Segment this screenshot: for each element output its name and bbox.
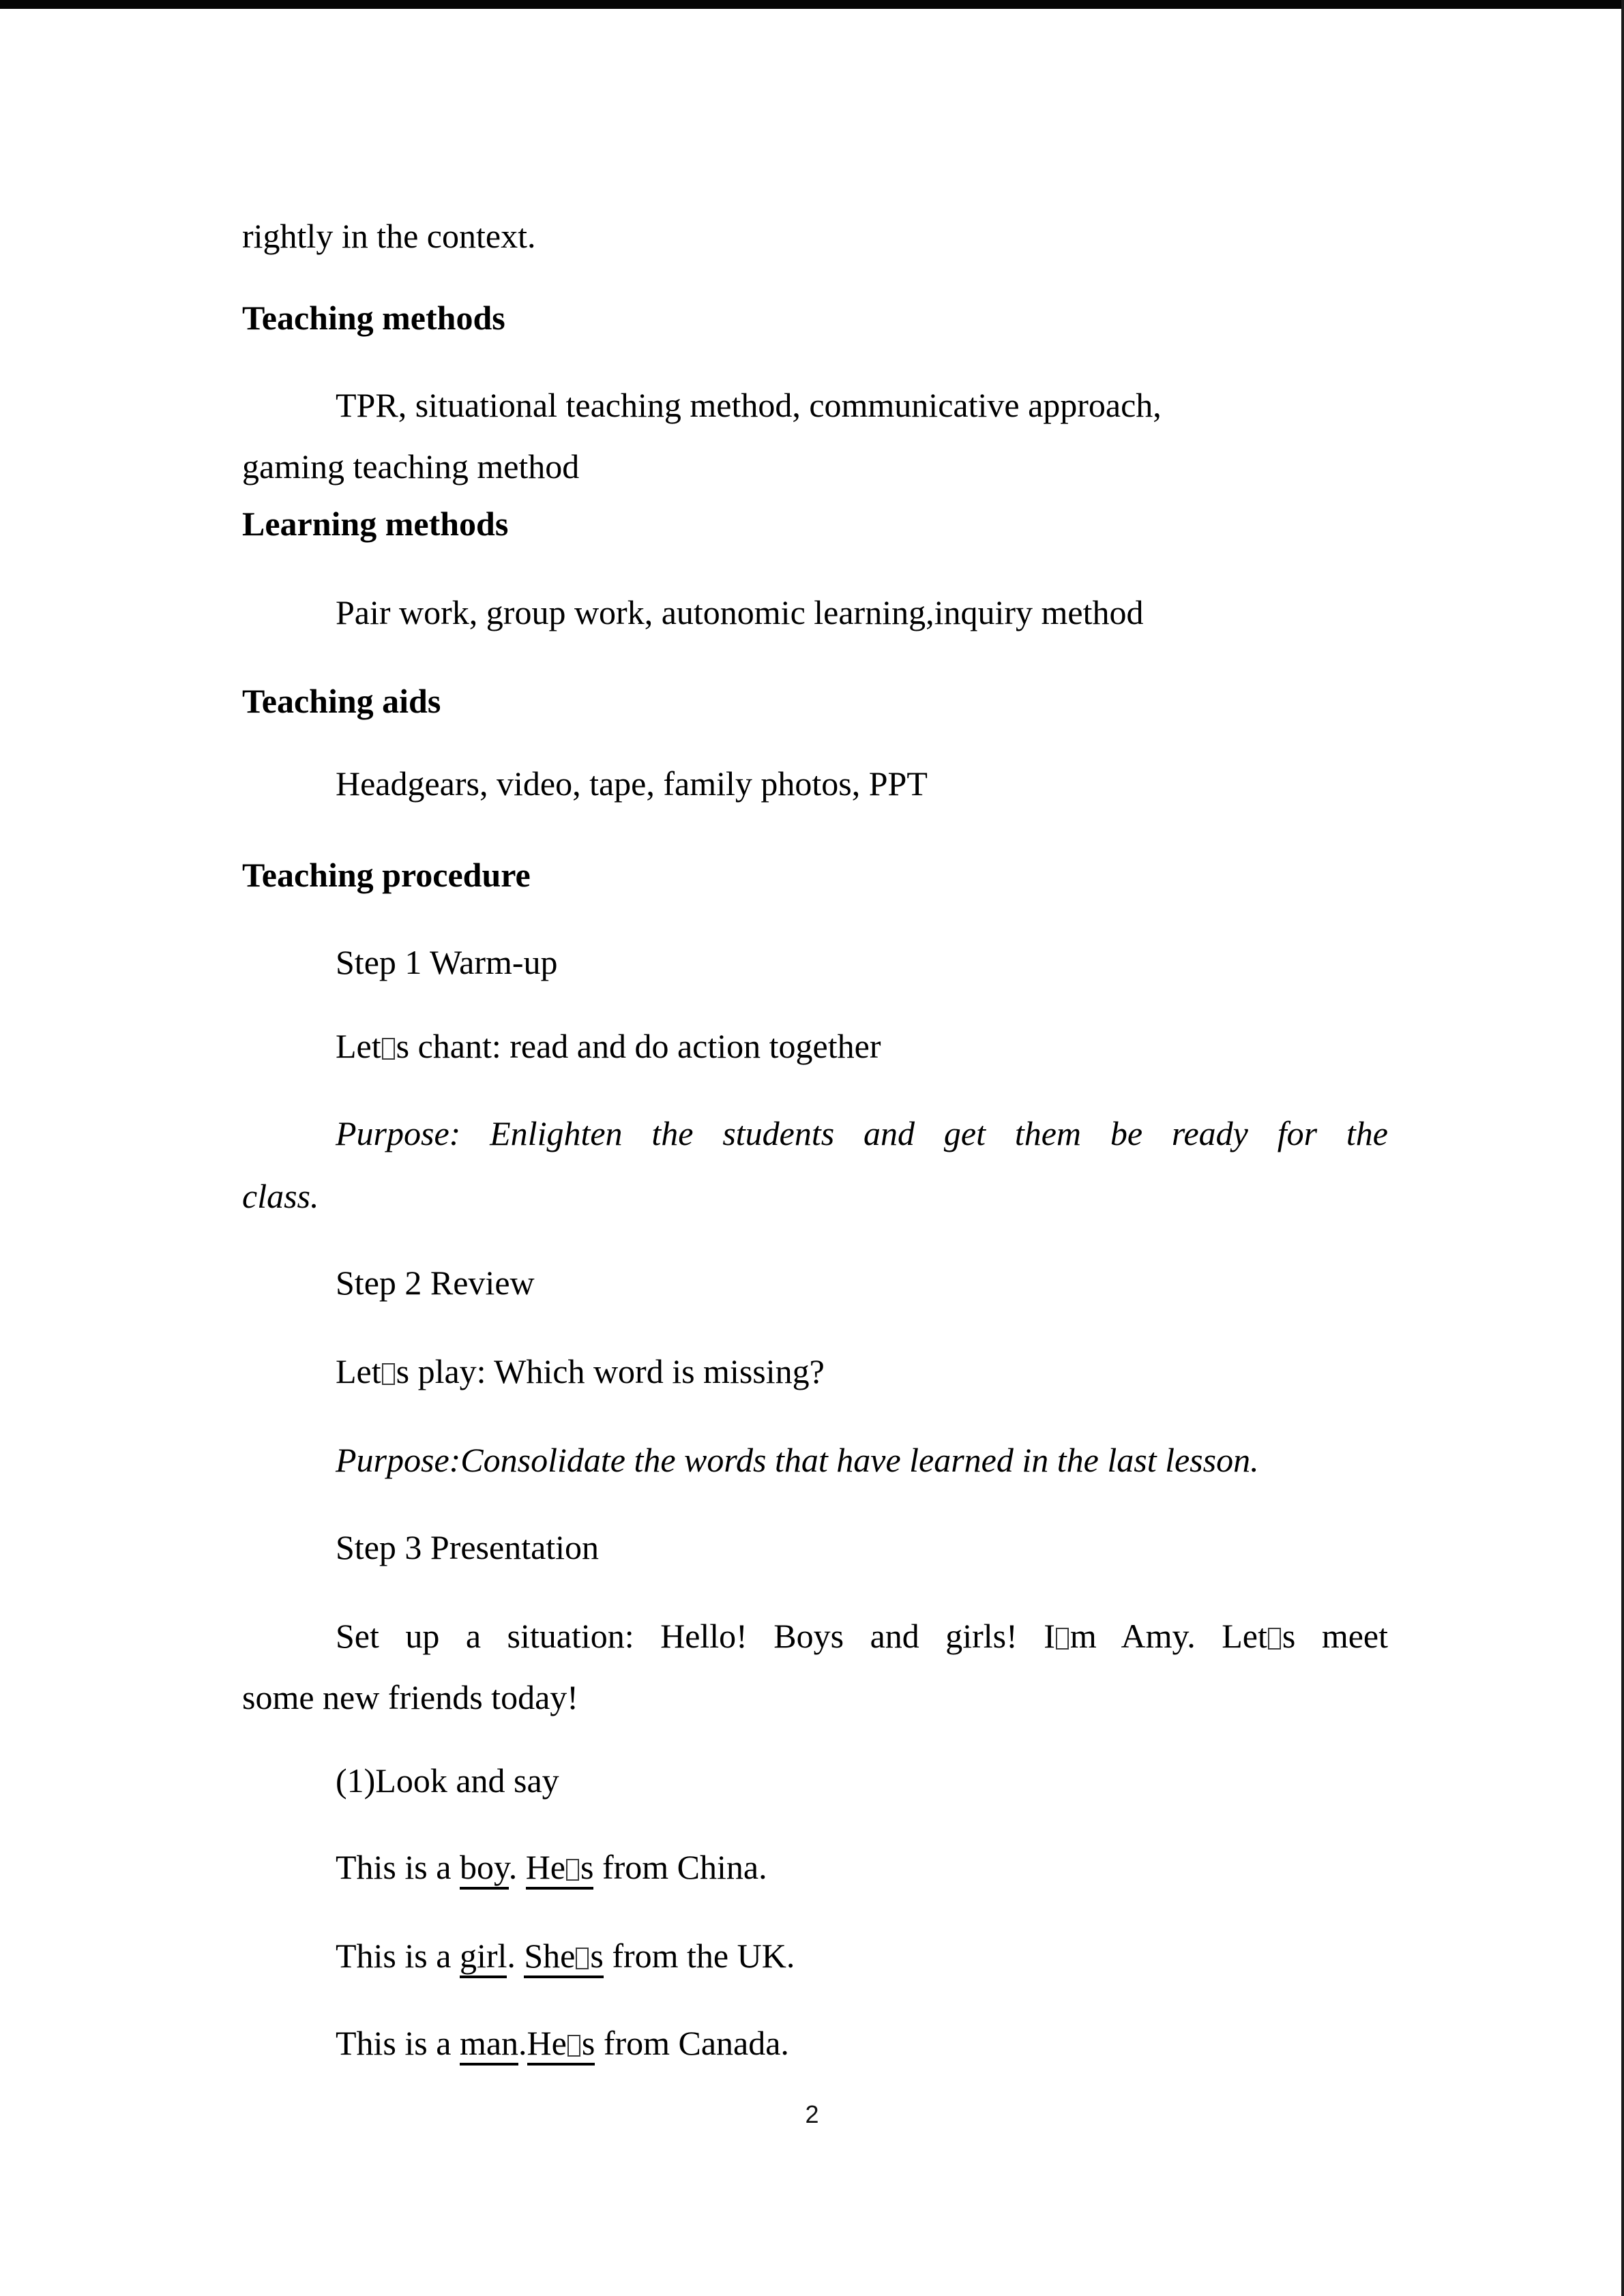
text-line — [336, 2022, 789, 2064]
missing-glyph-box — [1056, 1628, 1069, 1650]
text-line — [336, 1112, 1388, 1197]
text-line — [336, 762, 928, 805]
text-segment: s — [580, 1848, 594, 1886]
text-segment: girl — [459, 1937, 507, 1975]
text-segment: s play: Which word is missing? — [396, 1352, 825, 1390]
text-segment: Let — [336, 1352, 381, 1390]
text-segment: s — [590, 1937, 604, 1975]
text-line — [242, 680, 441, 722]
text-segment: TPR, situational teaching method, communicative approach, — [336, 386, 1162, 424]
text-segment: Teaching procedure — [242, 856, 531, 894]
text-segment: m Amy. Let — [1069, 1617, 1267, 1655]
text-segment: Step 1 Warm-up — [336, 943, 558, 981]
text-segment: Set up a situation: Hello! Boys and girls! I — [336, 1617, 1055, 1655]
text-segment: Let — [336, 1027, 381, 1065]
text-segment: boy — [459, 1848, 509, 1886]
text-segment: Learning methods — [242, 505, 509, 543]
text-segment: Step 3 Presentation — [336, 1528, 600, 1566]
text-line — [242, 854, 531, 896]
missing-glyph-box — [567, 2035, 580, 2057]
text-line — [336, 1262, 535, 1304]
text-segment: from China. — [593, 1848, 767, 1886]
text-segment: This is a — [336, 1937, 460, 1975]
missing-glyph-box — [576, 1948, 589, 1969]
text-segment: This is a — [336, 1848, 460, 1886]
text-line — [336, 384, 1162, 426]
text-line — [336, 1439, 1259, 1481]
text-segment: Purpose: Enlighten the students and get them be ready for the — [336, 1114, 1388, 1152]
text-line — [336, 1025, 881, 1067]
text-segment: She — [524, 1937, 576, 1975]
text-line — [242, 1676, 578, 1718]
text-line — [336, 1846, 767, 1888]
page-top-border — [0, 0, 1624, 9]
text-segment: . — [507, 1937, 525, 1975]
text-line — [336, 941, 558, 983]
text-segment: some new friends today! — [242, 1678, 578, 1716]
underlined-text — [524, 1937, 603, 1978]
text-line — [242, 503, 508, 545]
text-segment: Step 2 Review — [336, 1264, 535, 1302]
text-line — [336, 1526, 599, 1568]
text-segment: . — [508, 1848, 526, 1886]
text-segment: from the UK. — [603, 1937, 795, 1975]
text-segment: from Canada. — [595, 2024, 789, 2062]
text-segment: s meet — [1282, 1617, 1388, 1655]
text-segment: class. — [242, 1177, 319, 1215]
text-line — [242, 215, 535, 257]
underlined-text — [460, 1937, 507, 1978]
text-line — [336, 1350, 825, 1392]
text-segment: Headgears, video, tape, family photos, PPT — [336, 764, 928, 803]
text-line — [242, 297, 505, 339]
missing-glyph-box — [382, 1363, 395, 1385]
page-right-border — [1621, 0, 1624, 2296]
text-segment: . — [518, 2024, 527, 2062]
missing-glyph-box — [1268, 1628, 1281, 1650]
text-segment: s — [581, 2024, 595, 2062]
text-line — [242, 1175, 319, 1217]
underlined-text — [460, 1848, 509, 1890]
missing-glyph-box — [566, 1859, 579, 1881]
text-segment: man — [459, 2024, 519, 2062]
text-line — [336, 1935, 795, 1977]
text-segment: He — [525, 1848, 566, 1886]
text-segment: gaming teaching method — [242, 447, 580, 486]
page-number: 2 — [805, 2100, 819, 2128]
text-line — [242, 445, 579, 488]
text-line — [336, 591, 1144, 633]
text-segment: s chant: read and do action together — [396, 1027, 881, 1065]
text-segment: Pair work, group work, autonomic learning,inquiry method — [336, 593, 1144, 631]
text-segment: He — [527, 2024, 567, 2062]
text-segment: Teaching aids — [242, 682, 441, 720]
text-segment: Purpose:Consolidate the words that have learned in the last lesson. — [336, 1441, 1259, 1479]
underlined-text — [460, 2024, 518, 2066]
missing-glyph-box — [382, 1038, 395, 1060]
text-segment: (1)Look and say — [336, 1761, 559, 1800]
underlined-text — [526, 1848, 594, 1890]
text-segment: Teaching methods — [242, 299, 505, 337]
text-line — [336, 1759, 559, 1802]
text-segment: rightly in the context. — [242, 217, 536, 255]
text-segment: This is a — [336, 2024, 460, 2062]
underlined-text — [527, 2024, 595, 2066]
